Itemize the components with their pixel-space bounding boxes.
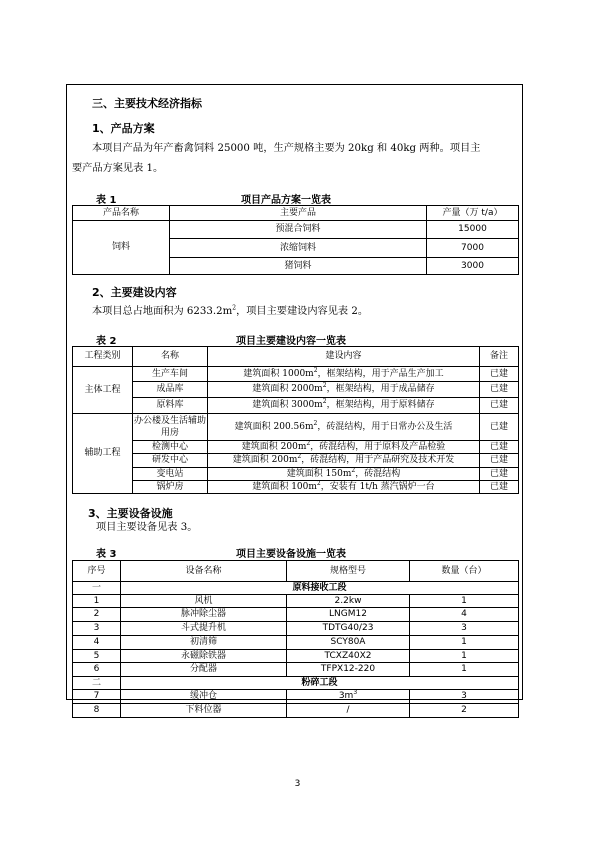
equipment-paragraph: 项目主要设备见表 3。: [96, 522, 198, 533]
table3-cell: TCXZ40X2: [287, 650, 410, 663]
table2-note-cell: 已建: [480, 441, 519, 454]
table2-name-cell: 锅炉房: [133, 481, 208, 494]
table2-name-cell: 变电站: [133, 468, 208, 481]
table1-header: 产品名称: [73, 206, 170, 221]
table2-content-cell: 建筑面积 $1000m^2$，框架结构，用于产品生产加工: [208, 367, 480, 382]
table3-cell: LNGM12: [287, 608, 410, 622]
table2-name-cell: 检测中心: [133, 441, 208, 454]
table2-note-cell: 已建: [480, 454, 519, 468]
heading-product-plan: 1、产品方案: [92, 122, 155, 135]
table1-header: 主要产品: [170, 206, 427, 221]
table3-header: 规格型号: [287, 561, 410, 582]
table2-header: 工程类别: [73, 347, 133, 367]
table2-note-cell: 已建: [480, 367, 519, 382]
table1-cell: 浓缩饲料: [170, 239, 427, 258]
product-plan-paragraph-line2: 要产品方案见表 1。: [72, 163, 164, 174]
table3-cell: 分配器: [121, 663, 287, 677]
heading-construction: 2、主要建设内容: [92, 286, 177, 299]
table3-cell: TFPX12-220: [287, 663, 410, 677]
table1-cell: 7000: [427, 239, 519, 258]
table2-note-cell: 已建: [480, 481, 519, 494]
table2-name-cell: 研发中心: [133, 454, 208, 468]
table3-cell: 4: [73, 636, 121, 650]
table3-cell: 3: [410, 622, 519, 636]
table1-cell: 猪饲料: [170, 258, 427, 275]
table3-cell: 3: [73, 622, 121, 636]
table3-cell: 风机: [121, 595, 287, 608]
table3-cell: 8: [73, 704, 121, 718]
table1-label: 表 1: [96, 195, 117, 206]
table3-cell: 1: [410, 595, 519, 608]
table3-label: 表 3: [96, 549, 117, 560]
table2-note-cell: 已建: [480, 468, 519, 481]
table3-cell: 缓冲仓: [121, 690, 287, 704]
table3-section-number: 一: [73, 582, 121, 595]
table2-content-cell: 建筑面积 $3000m^2$，框架结构，用于原料储存: [208, 398, 480, 414]
table3-section-title: 粉碎工段: [121, 677, 519, 690]
table3-cell: 2: [73, 608, 121, 622]
table3-cell: 下料位器: [121, 704, 287, 718]
table2-name-cell: 成品库: [133, 382, 208, 398]
table3-header: 序号: [73, 561, 121, 582]
table2-content-cell: 建筑面积 $100m^2$，安装有 1t/h 蒸汽锅炉一台: [208, 481, 480, 494]
page-number: 3: [294, 779, 301, 789]
product-plan-paragraph-line1: 本项目产品为年产畜禽饲料 25000 吨，生产规格主要为 20kg 和 40kg 两种。项目主: [92, 143, 481, 154]
table3-cell: 7: [73, 690, 121, 704]
table2-name-cell: 办公楼及生活辅助用房: [133, 414, 208, 441]
table1-product-plan: [72, 205, 519, 275]
table1-header: 产量（万 t/a）: [427, 206, 519, 221]
table2-category-cell: 主体工程: [73, 367, 133, 414]
table2-note-cell: 已建: [480, 414, 519, 441]
table3-cell: 1: [410, 663, 519, 677]
table3-section-title: 原料接收工段: [121, 582, 519, 595]
construction-paragraph: 本项目总占地面积为 $6233.2m^2$，项目主要建设内容见表 2。: [92, 304, 369, 317]
table2-note-cell: 已建: [480, 398, 519, 414]
table3-cell: /: [287, 704, 410, 718]
table1-group-cell: 饲料: [73, 221, 170, 275]
table1-cell: 预混合饲料: [170, 221, 427, 239]
table3-cell: 6: [73, 663, 121, 677]
table2-content-cell: 建筑面积 $200m^2$，砖混结构，用于产品研究及技术开发: [208, 454, 480, 468]
table2-header: 名称: [133, 347, 208, 367]
table2-note-cell: 已建: [480, 382, 519, 398]
table2-name-cell: 原料库: [133, 398, 208, 414]
table3-cell: 2: [410, 704, 519, 718]
section-title: 三、主要技术经济指标: [92, 97, 202, 110]
table3-cell: 1: [410, 636, 519, 650]
table1-cell: 3000: [427, 258, 519, 275]
table3-section-number: 二: [73, 677, 121, 690]
table3-equipment: [72, 560, 519, 718]
table3-cell: 2.2kw: [287, 595, 410, 608]
table3-cell: 3: [410, 690, 519, 704]
table2-content-cell: 建筑面积 $2000m^2$，框架结构，用于成品储存: [208, 382, 480, 398]
table1-cell: 15000: [427, 221, 519, 239]
table2-construction: [72, 346, 519, 494]
table3-cell: 1: [410, 650, 519, 663]
table3-title: 项目主要设备设施一览表: [236, 549, 346, 560]
table2-content-cell: 建筑面积 $200m^2$，砖混结构，用于原料及产品检验: [208, 441, 480, 454]
table2-name-cell: 生产车间: [133, 367, 208, 382]
table3-cell: 1: [73, 595, 121, 608]
table3-cell: 初清筛: [121, 636, 287, 650]
table2-label: 表 2: [96, 336, 117, 347]
table3-cell: 5: [73, 650, 121, 663]
table3-cell: TDTG40/23: [287, 622, 410, 636]
table2-header: 备注: [480, 347, 519, 367]
table2-content-cell: 建筑面积 $200.56m^2$，砖混结构，用于日常办公及生活: [208, 414, 480, 441]
table3-cell: 脉冲除尘器: [121, 608, 287, 622]
table3-cell: 斗式提升机: [121, 622, 287, 636]
table2-title: 项目主要建设内容一览表: [236, 336, 346, 347]
table3-cell: $3m^3$: [287, 690, 410, 704]
heading-equipment: 3、主要设备设施: [88, 507, 173, 520]
table3-header: 数量（台）: [410, 561, 519, 582]
table2-category-cell: 辅助工程: [73, 414, 133, 494]
table3-header: 设备名称: [121, 561, 287, 582]
table2-header: 建设内容: [208, 347, 480, 367]
table3-cell: 永磁除铁器: [121, 650, 287, 663]
table1-title: 项目产品方案一览表: [241, 195, 331, 206]
table3-cell: SCY80A: [287, 636, 410, 650]
table2-content-cell: 建筑面积 $150m^2$，砖混结构: [208, 468, 480, 481]
table3-cell: 4: [410, 608, 519, 622]
